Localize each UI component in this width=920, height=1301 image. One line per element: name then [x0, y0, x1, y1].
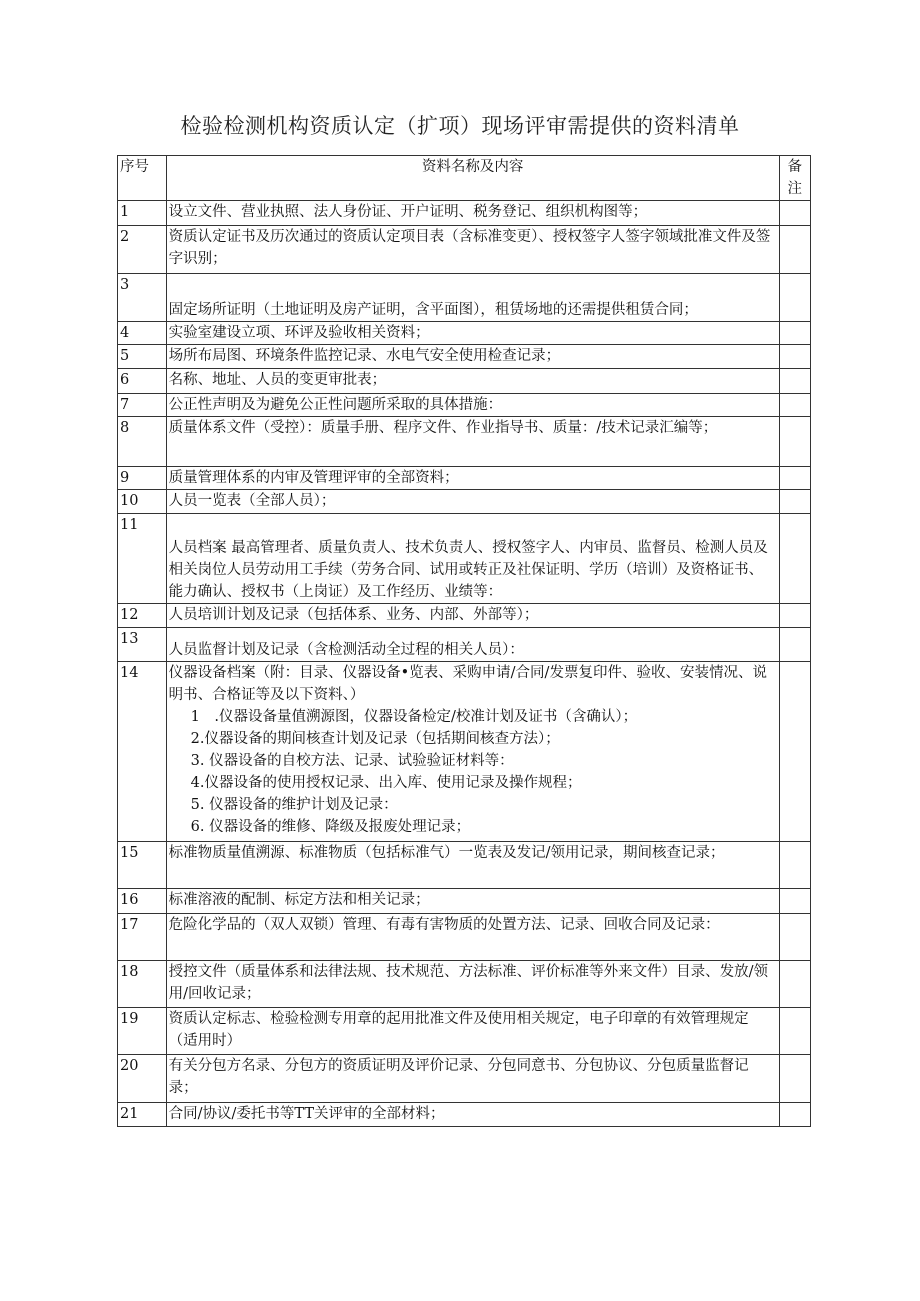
row-content: [166, 842, 779, 889]
table-row: [118, 417, 811, 467]
row-number: 11: [118, 514, 167, 604]
table-header-row: [118, 156, 811, 201]
row-content: [166, 961, 779, 1008]
row-content-text: 仪器设备档案（附：目录、仪器设备•览表、采购申请/合同/发票复印件、验收、安装情况、说明书、合格证等及以下资料、）: [168, 665, 767, 703]
row-note: [779, 467, 810, 490]
table-row: [118, 490, 811, 514]
row-note: [779, 842, 810, 889]
row-note: [779, 322, 810, 345]
row-content-text: 公正性声明及为避免公正性问题所采取的具体措施：: [168, 397, 503, 413]
row-content: [166, 914, 779, 961]
row-number: 8: [118, 417, 167, 467]
row-number: 21: [118, 1103, 167, 1127]
row-content: [166, 201, 779, 226]
row-note: [779, 201, 810, 226]
row-content-text: 标准溶液的配制、标定方法和相关记录；: [168, 892, 430, 908]
row-content-text: 人员一览表（全部人员）；: [168, 493, 336, 509]
row-content: [166, 394, 779, 417]
row-note: [779, 490, 810, 514]
row-content-text: 固定场所证明（土地证明及房产证明，含平面图），租赁场地的还需提供租赁合同；: [168, 302, 698, 318]
row-content: [166, 628, 779, 662]
page-title: 检验检测机构资质认定（扩项）现场评审需提供的资料清单: [180, 114, 740, 138]
row-content-text: 人员档案 最高管理者、质量负责人、技术负责人、授权签字人、内审员、监督员、检测人员及相关岗位人员劳动用工手续（劳务合同、试用或转正及社保证明、学历（培训）及资格证书、能力确认、授权书（上岗证）及工作经历、业绩等：: [168, 540, 768, 600]
row-number: 9: [118, 467, 167, 490]
row-number: 3: [118, 274, 167, 322]
row-content: [166, 1055, 779, 1103]
row-note: [779, 394, 810, 417]
table-row: [118, 662, 811, 842]
row-sub-item: 1 .仪器设备量值溯源图，仪器设备检定/校准计划及证书（含确认）；: [190, 709, 638, 725]
row-number: 6: [118, 369, 167, 394]
header-content: 资料名称及内容: [166, 156, 779, 201]
row-number: 20: [118, 1055, 167, 1103]
row-note: [779, 345, 810, 369]
row-number: 5: [118, 345, 167, 369]
table-row: [118, 914, 811, 961]
table-row: [118, 961, 811, 1008]
row-number: 12: [118, 604, 167, 628]
row-number: 14: [118, 662, 167, 842]
table-row: [118, 467, 811, 490]
row-content-text: 标准物质量值溯源、标准物质（包括标准气）一览表及发记/领用记录，期间核查记录；: [168, 845, 725, 861]
row-note: [779, 889, 810, 914]
table-row: [118, 369, 811, 394]
table-row: [118, 628, 811, 662]
row-content: [166, 369, 779, 394]
row-content: [166, 514, 779, 604]
row-note: [779, 662, 810, 842]
row-content-text: 质量体系文件（受控）：质量手册、程序文件、作业指导书、质量：/技术记录汇编等；: [168, 420, 718, 436]
row-content-text: 危险化学品的（双人双锁）管理、有毒有害物质的处置方法、记录、回收合同及记录：: [168, 917, 720, 933]
row-number: 1: [118, 201, 167, 226]
row-note: [779, 1103, 810, 1127]
row-content: [166, 417, 779, 467]
row-note: [779, 604, 810, 628]
row-content: [166, 226, 779, 274]
table-row: [118, 345, 811, 369]
row-content: [166, 1103, 779, 1127]
row-number: 16: [118, 889, 167, 914]
table-row: [118, 201, 811, 226]
row-content-text: 名称、地址、人员的变更审批表；: [168, 372, 387, 388]
row-note: [779, 226, 810, 274]
row-content-text: 实验室建设立项、环评及验收相关资料；: [168, 325, 430, 341]
row-number: 4: [118, 322, 167, 345]
row-note: [779, 369, 810, 394]
row-content-text: 人员培训计划及记录（包括体系、业务、内部、外部等）；: [168, 607, 539, 623]
row-sub-item: 4.仪器设备的使用授权记录、出入库、使用记录及操作规程；: [190, 775, 582, 791]
table-row: [118, 322, 811, 345]
row-content-text: 有关分包方名录、分包方的资质证明及评价记录、分包同意书、分包协议、分包质量监督记录；: [168, 1058, 749, 1096]
row-number: 15: [118, 842, 167, 889]
table-row: [118, 274, 811, 322]
table-row: [118, 514, 811, 604]
row-content-text: 资质认定证书及历次通过的资质认定项目表（含标准变更）、授权签字人签字领域批准文件及签字识别；: [168, 229, 771, 267]
table-row: [118, 604, 811, 628]
row-sub-item: 3. 仪器设备的自校方法、记录、试验验证材料等：: [190, 753, 514, 769]
row-note: [779, 417, 810, 467]
table-row: [118, 1008, 811, 1055]
row-number: 18: [118, 961, 167, 1008]
row-sub-item: 6. 仪器设备的维修、降级及报废处理记录；: [190, 819, 471, 835]
row-content: [166, 345, 779, 369]
row-content-text: 授控文件（质量体系和法律法规、技术规范、方法标准、评价标准等外来文件）目录、发放/领用/回收记录；: [168, 964, 769, 1002]
row-content: [166, 467, 779, 490]
row-sub-item: 2.仪器设备的期间核查计划及记录（包括期间核查方法）；: [190, 731, 560, 747]
table-row: [118, 1103, 811, 1127]
row-note: [779, 1008, 810, 1055]
row-note: [779, 961, 810, 1008]
materials-table: [117, 155, 811, 1127]
row-content: [166, 889, 779, 914]
row-content-text: 质量管理体系的内审及管理评审的全部资料；: [168, 470, 459, 486]
row-number: 17: [118, 914, 167, 961]
row-content: [166, 490, 779, 514]
row-content-text: 人员监督计划及记录（含检测活动全过程的相关人员）：: [168, 642, 524, 658]
row-content: [166, 1008, 779, 1055]
row-number: 10: [118, 490, 167, 514]
row-number: 13: [118, 628, 167, 662]
row-note: [779, 628, 810, 662]
table-row: [118, 842, 811, 889]
row-content: [166, 604, 779, 628]
row-note: [779, 274, 810, 322]
table-row: [118, 1055, 811, 1103]
row-content: [166, 274, 779, 322]
table-row: [118, 394, 811, 417]
header-num: 序号: [118, 156, 167, 201]
row-note: [779, 914, 810, 961]
row-sub-item: 5. 仪器设备的维护计划及记录：: [190, 797, 398, 813]
row-note: [779, 514, 810, 604]
row-content: [166, 662, 779, 842]
row-number: 19: [118, 1008, 167, 1055]
row-note: [779, 1055, 810, 1103]
row-content-text: 合同/协议/委托书等TT关评审的全部材料；: [168, 1106, 445, 1122]
row-content-text: 资质认定标志、检验检测专用章的起用批准文件及使用相关规定，电子印章的有效管理规定（适用时）: [168, 1011, 749, 1049]
row-content-text: 场所布局图、环境条件监控记录、水电气安全使用检查记录；: [168, 348, 561, 364]
header-note: 备注: [779, 156, 810, 201]
table-row: [118, 889, 811, 914]
row-number: 2: [118, 226, 167, 274]
row-content-text: 设立文件、营业执照、法人身份证、开户证明、税务登记、组织机构图等；: [168, 204, 648, 220]
row-number: 7: [118, 394, 167, 417]
table-row: [118, 226, 811, 274]
row-content: [166, 322, 779, 345]
